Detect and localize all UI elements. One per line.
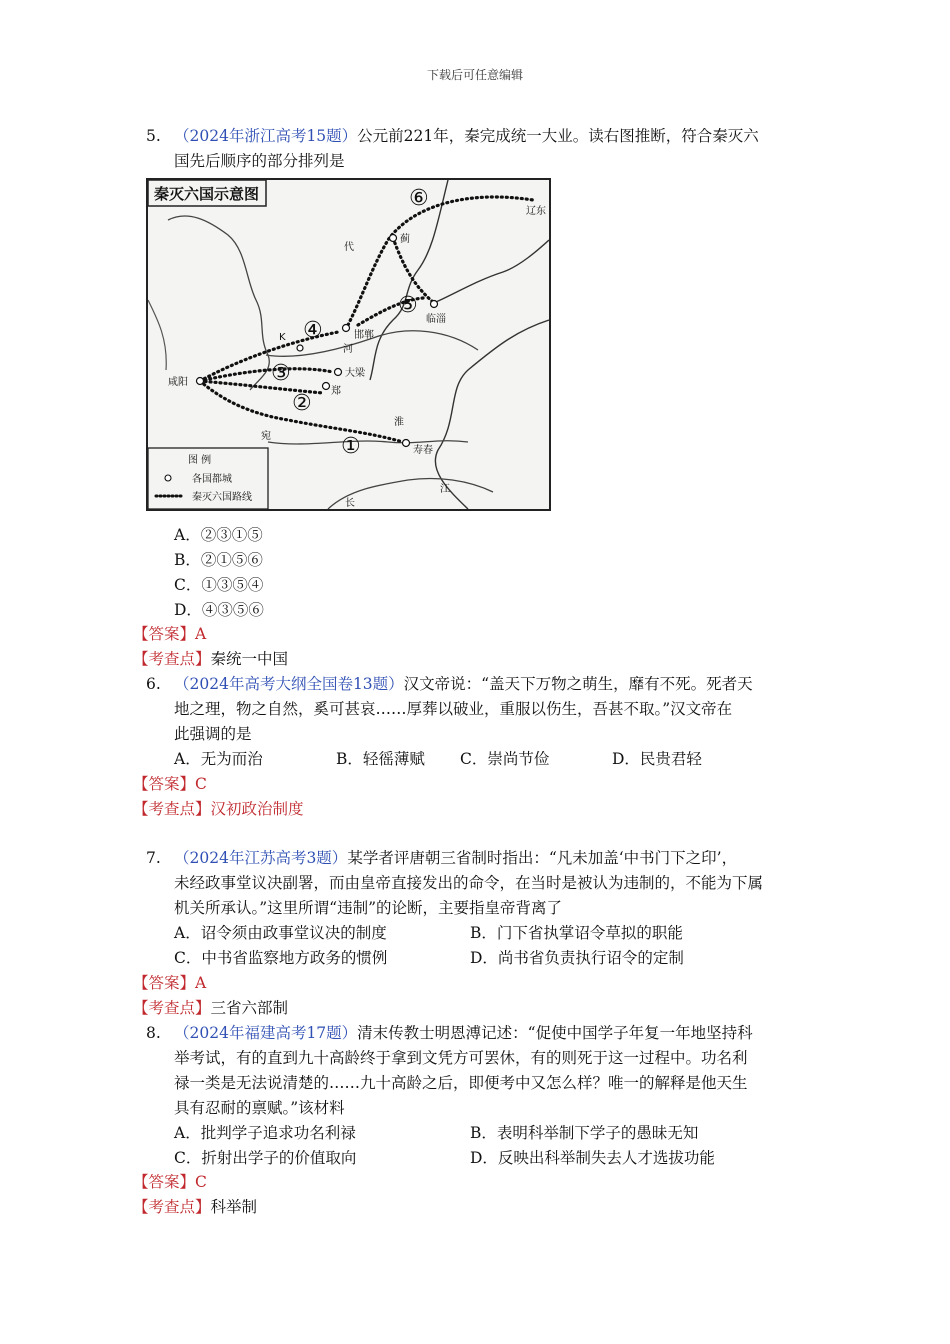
q8-option-a: A．批判学子追求功名利禄 [174, 1124, 356, 1142]
q8-option-b: B．表明科举制下学子的愚昧无知 [470, 1124, 699, 1142]
circle-3: ③ [271, 361, 291, 386]
q5-key-point [133, 647, 288, 672]
svg-text:蓟: 蓟 [400, 234, 410, 245]
svg-text:河: 河 [343, 344, 353, 355]
question-number: 8. [146, 1024, 161, 1042]
q5-option-c: C．①③⑤④ [174, 576, 264, 594]
question-6 [146, 672, 753, 747]
q7-option-c: C．中书省监察地方政务的惯例 [174, 949, 388, 967]
map-figure [148, 180, 549, 509]
q7-option-a: A．诏令须由政事堂议决的制度 [174, 924, 387, 942]
svg-text:邯郸: 邯郸 [354, 330, 374, 341]
question-source: （2024年高考大纲全国卷13题） [174, 675, 404, 693]
svg-text:K: K [279, 332, 286, 343]
q8-key-point [133, 1195, 257, 1220]
legend-capital-symbol [165, 475, 171, 481]
q7-answer [133, 971, 206, 996]
qin-unification-map [146, 178, 551, 511]
q8-option-c: C．折射出学子的价值取向 [174, 1149, 357, 1167]
svg-text:代: 代 [344, 242, 354, 253]
conquest-routes [200, 197, 533, 442]
key-point-label: 【考查点】 [133, 800, 211, 818]
question-source: （2024年浙江高考15题） [174, 127, 358, 145]
svg-text:宛: 宛 [261, 431, 271, 442]
question-stem: 汉文帝说：“盖天下万物之萌生，靡有不死。死者天 [403, 675, 753, 693]
question-stem-cont: 禄一类是无法说清楚的……九十高龄之后，即便考中又怎么样？唯一的解释是他天生 [174, 1074, 748, 1092]
svg-text:淮: 淮 [394, 417, 404, 428]
key-point-label: 【考查点】 [133, 650, 211, 668]
q8-option-d: D．反映出科举制失去人才选拔功能 [470, 1149, 715, 1167]
key-point-value: 三省六部制 [210, 999, 289, 1017]
map-title: 秦灭六国示意图 [154, 185, 260, 203]
q5-option-a: A．②③①⑤ [174, 526, 263, 544]
answer-label: 【答案】 [133, 775, 196, 793]
svg-text:长: 长 [345, 498, 355, 509]
circle-2: ② [292, 391, 312, 416]
key-point-label: 【考查点】 [133, 1198, 211, 1216]
q6-key-point [133, 797, 304, 822]
question-stem: 清末传教士明恩溥记述：“促使中国学子年复一年地坚持科 [357, 1024, 753, 1042]
answer-value: C [195, 775, 207, 793]
svg-text:大梁: 大梁 [345, 368, 365, 379]
svg-text:郑: 郑 [331, 386, 341, 397]
route-to-liaodong [348, 197, 533, 325]
question-stem: 公元前221年，秦完成统一大业。读右图推断，符合秦灭六 [357, 127, 759, 145]
key-point-value: 汉初政治制度 [210, 800, 304, 818]
question-stem: 某学者评唐朝三省制时指出：“凡未加盖‘中书门下之印’， [347, 849, 738, 867]
q6-option-c: C．崇尚节俭 [460, 750, 550, 768]
question-number: 5. [146, 127, 161, 145]
q6-answer [133, 772, 207, 797]
question-source: （2024年江苏高考3题） [174, 849, 348, 867]
route-order-numbers [271, 186, 429, 459]
question-source: （2024年福建高考17题） [174, 1024, 358, 1042]
question-number: 6. [146, 675, 161, 693]
key-point-value: 科举制 [210, 1198, 258, 1216]
answer-value: C [195, 1173, 207, 1191]
legend-title: 图 例 [188, 455, 212, 466]
svg-text:咸阳: 咸阳 [168, 377, 188, 388]
question-7 [146, 846, 763, 921]
circle-5: ⑤ [398, 293, 418, 318]
question-stem-cont: 举考试，有的直到九十高龄终于拿到文凭方可罢休，有的则死于这一过程中。功名利 [174, 1049, 748, 1067]
svg-text:江: 江 [440, 484, 450, 495]
question-number: 7. [146, 849, 161, 867]
q5-answer [133, 622, 206, 647]
page-header: 下载后可任意编辑 [426, 68, 523, 82]
q7-option-b: B．门下省执掌诏令草拟的职能 [470, 924, 683, 942]
q8-answer [133, 1170, 207, 1195]
q5-option-d: D．④③⑤⑥ [174, 601, 264, 619]
q7-key-point [133, 996, 288, 1021]
question-stem-cont: 具有忍耐的禀赋。”该材料 [174, 1099, 345, 1117]
key-point-label: 【考查点】 [133, 999, 211, 1017]
q6-option-d: D．民贵君轻 [612, 750, 702, 768]
answer-label: 【答案】 [133, 1173, 196, 1191]
question-stem-cont: 国先后顺序的部分排列是 [174, 152, 345, 170]
legend-item-capital: 各国都城 [192, 474, 232, 485]
question-stem-cont: 此强调的是 [174, 725, 252, 743]
circle-1: ① [341, 434, 361, 459]
answer-value: A [195, 974, 207, 992]
question-8 [146, 1021, 753, 1121]
svg-text:寿春: 寿春 [413, 445, 433, 456]
question-5 [146, 124, 759, 174]
question-stem-cont: 地之理，物之自然，奚可甚哀……厚葬以破业，重服以伤生，吾甚不取。”汉文帝在 [174, 700, 733, 718]
svg-text:辽东: 辽东 [526, 206, 546, 217]
legend-item-route: 秦灭六国路线 [192, 492, 252, 503]
answer-value: A [195, 625, 207, 643]
circle-4: ④ [303, 318, 323, 343]
answer-label: 【答案】 [133, 974, 196, 992]
circle-6: ⑥ [409, 186, 429, 211]
question-stem-cont: 机关所承认。”这里所谓“违制”的论断，主要指皇帝背离了 [174, 899, 563, 917]
question-stem-cont: 未经政事堂议决副署，而由皇帝直接发出的命令，在当时是被认为违制的，不能为下属 [174, 874, 764, 892]
answer-label: 【答案】 [133, 625, 196, 643]
q7-option-d: D．尚书省负责执行诏令的定制 [470, 949, 684, 967]
q6-option-a: A．无为而治 [174, 750, 263, 768]
q6-option-b: B．轻徭薄赋 [336, 750, 425, 768]
svg-text:临淄: 临淄 [426, 314, 446, 325]
q5-option-b: B．②①⑤⑥ [174, 551, 263, 569]
key-point-value: 秦统一中国 [210, 650, 289, 668]
